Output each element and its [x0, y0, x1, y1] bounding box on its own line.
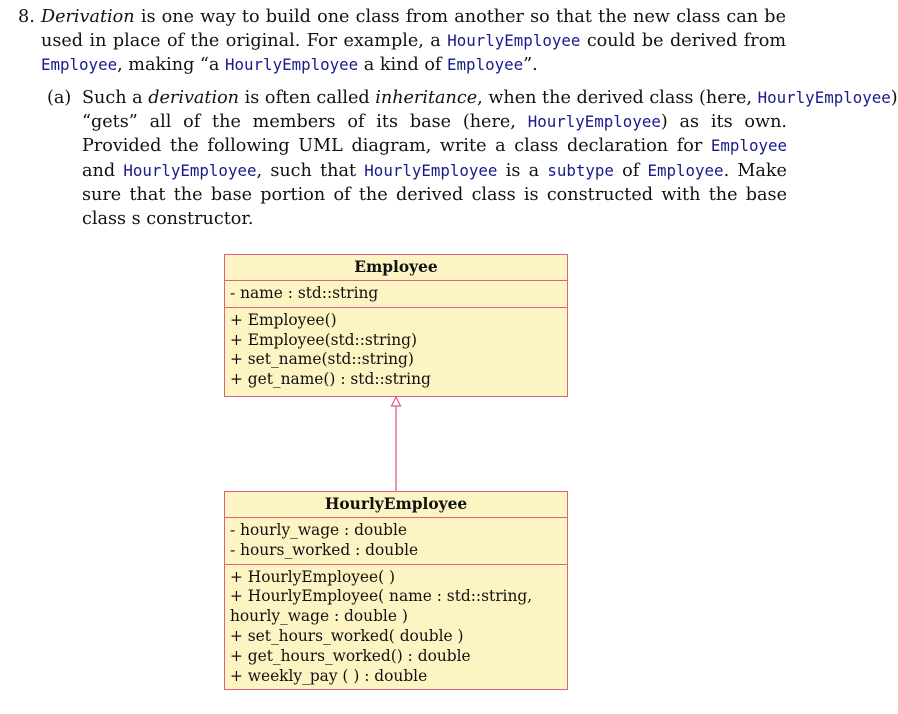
uml-methods — [225, 565, 567, 690]
term-derivation: derivation — [148, 88, 240, 108]
uml-attributes — [225, 518, 567, 565]
uml-class-title: HourlyEmployee — [225, 492, 567, 518]
term-derivation: Derivation — [41, 7, 135, 27]
part-a-text: Such a derivation is often called inheritance, when the derived class (here, HourlyEmployee) “gets” all of the members of its base (here, HourlyEmployee) as its own. Provided the following UML diagram, write a class declaration for Employee and HourlyEmployee, such that HourlyEmployee is a subtype of Employee. Make sure that the base portion of the derived class is constructed with the base class s constructor. — [82, 88, 898, 230]
code-subtype: subtype — [547, 160, 614, 180]
code-hourly-employee: HourlyEmployee — [447, 31, 581, 51]
code-hourly-employee: HourlyEmployee — [225, 55, 359, 75]
uml-method: + set_name(std::string) — [230, 350, 414, 369]
term-inheritance: inheritance — [375, 88, 478, 108]
uml-method: hourly_wage : double ) — [230, 607, 408, 626]
code-hourly-employee: HourlyEmployee — [757, 88, 891, 107]
question-number: 8. — [18, 7, 35, 27]
uml-method: + Employee(std::string) — [230, 330, 418, 349]
code-employee: Employee — [41, 55, 118, 75]
question-text: Derivation is one way to build one class from another so that the new class can be used in place of the original. For example, a HourlyEmployee could be derived from Employee, making “a HourlyEmployee a kind of Employee”. — [41, 7, 786, 76]
uml-methods — [225, 308, 567, 393]
uml-attributes — [225, 281, 567, 308]
uml-method: + HourlyEmployee( name : std::string, — [230, 587, 533, 606]
code-employee: Employee — [647, 160, 724, 180]
code-hourly-employee: HourlyEmployee — [364, 160, 498, 180]
code-employee: Employee — [447, 55, 524, 75]
uml-class-hourly-employee — [224, 491, 568, 690]
code-employee: Employee — [710, 136, 787, 156]
inheritance-arrow-icon — [392, 397, 401, 406]
uml-class-title: Employee — [225, 255, 567, 281]
uml-method: + Employee() — [230, 310, 337, 329]
code-hourly-employee: HourlyEmployee — [123, 160, 257, 180]
uml-class-employee — [224, 254, 568, 397]
uml-method: + get_hours_worked() : double — [230, 646, 471, 665]
uml-attribute: - hours_worked : double — [230, 540, 419, 559]
uml-method: + weekly_pay ( ) : double — [230, 666, 428, 685]
uml-method: + HourlyEmployee( ) — [230, 567, 396, 586]
part-a-label: (a) — [47, 88, 72, 108]
uml-method: + get_name() : std::string — [230, 370, 431, 389]
uml-attribute: - hourly_wage : double — [230, 521, 408, 539]
uml-method: + set_hours_worked( double ) — [230, 626, 464, 645]
code-hourly-employee: HourlyEmployee — [527, 112, 661, 132]
uml-attribute: - name : std::string — [230, 284, 379, 302]
